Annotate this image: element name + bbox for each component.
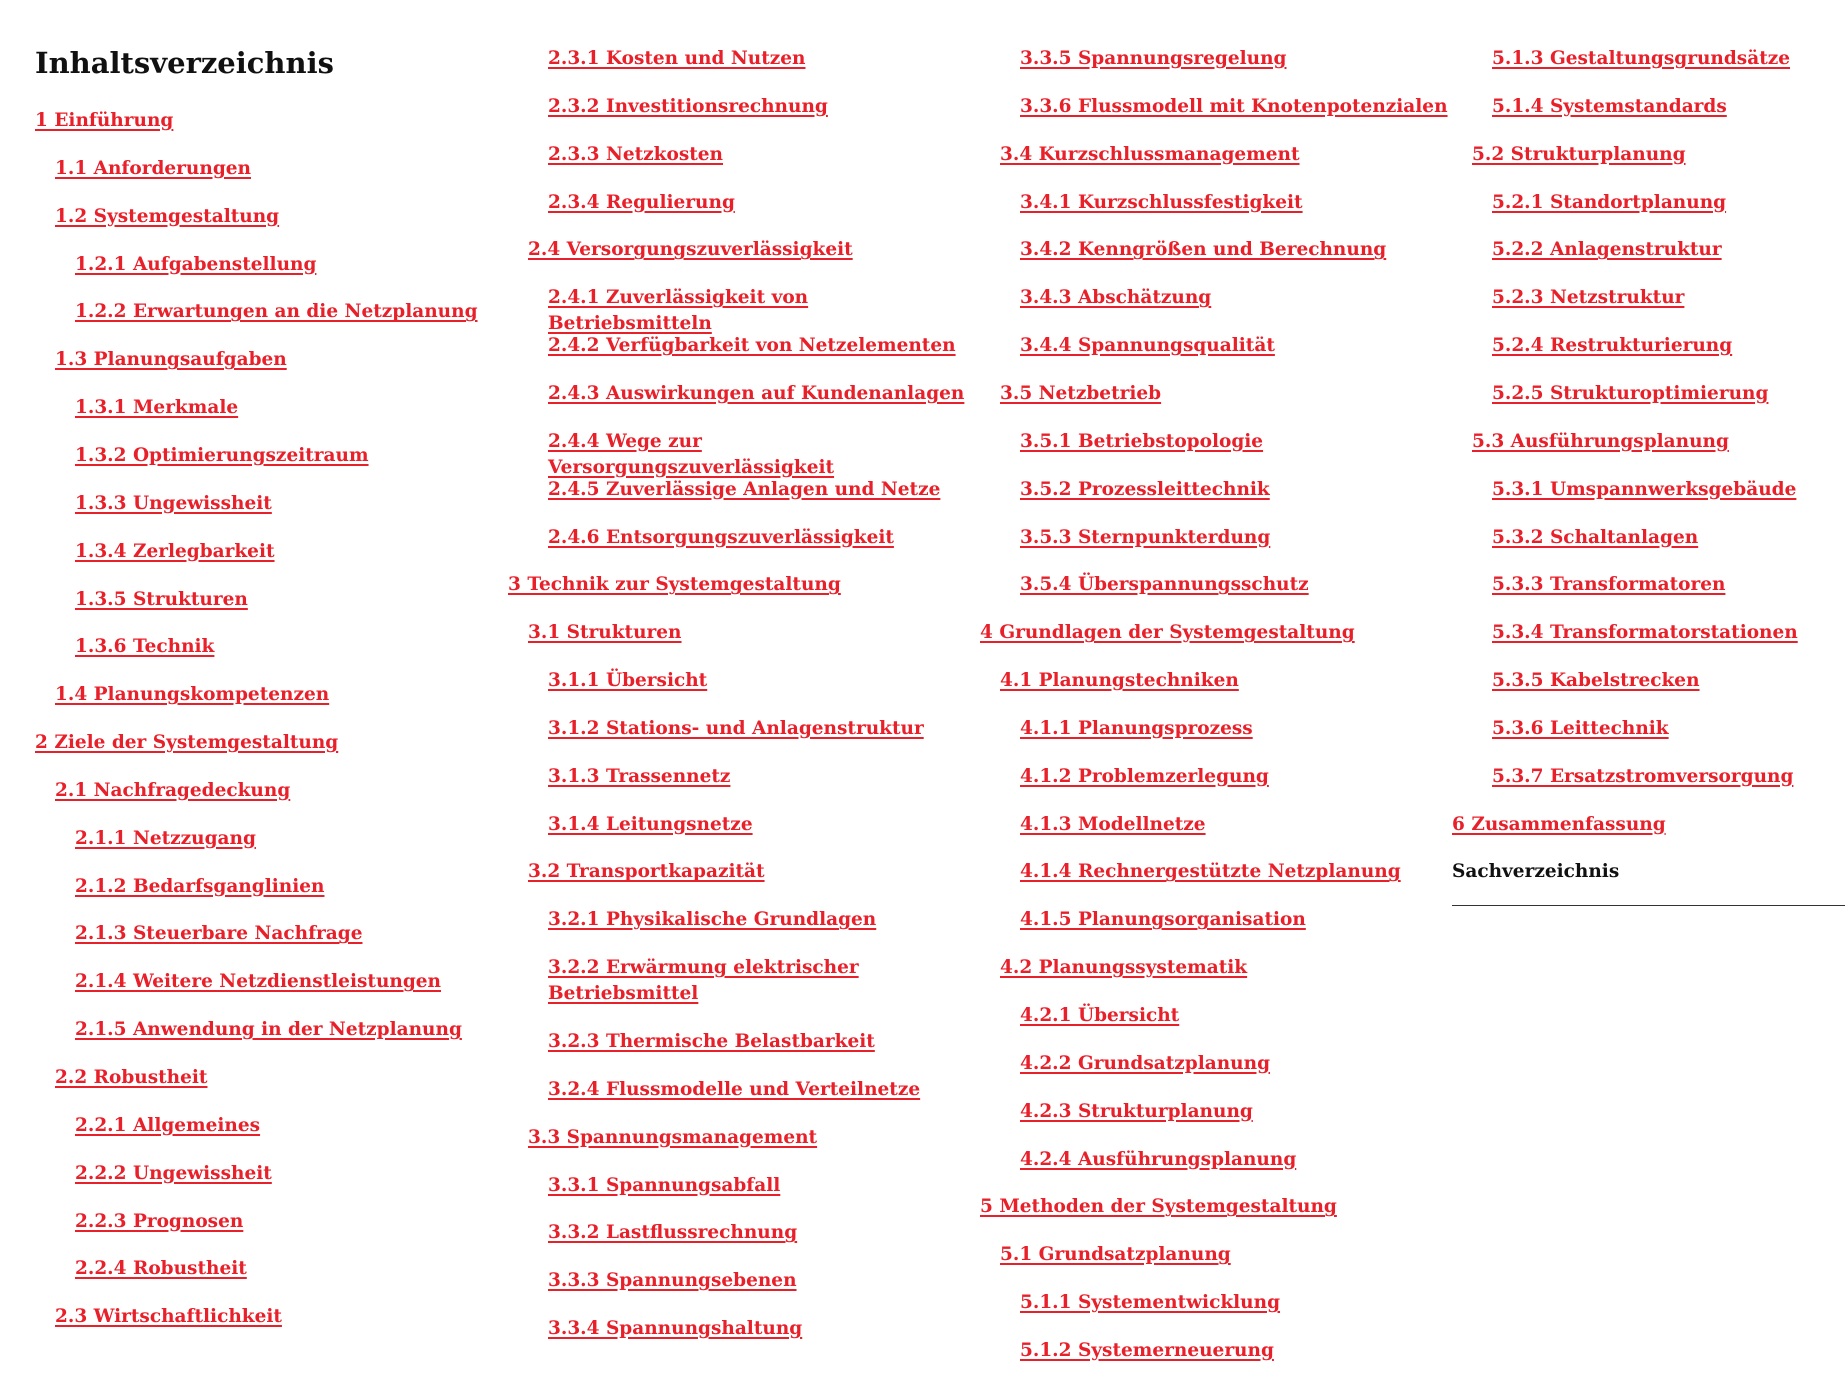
- toc-entry-level-2[interactable]: 4.1.2 Problemzerlegung: [1020, 765, 1269, 787]
- toc-entry-level-2[interactable]: 3.4.1 Kurzschlussfestigkeit: [1020, 191, 1303, 213]
- toc-entry-level-2[interactable]: 3.2.1 Physikalische Grundlagen: [548, 909, 877, 931]
- toc-entry-level-0[interactable]: 6 Zusammenfassung: [1452, 813, 1666, 835]
- toc-entry-level-2[interactable]: 5.3.4 Transformatorstationen: [1492, 622, 1798, 644]
- toc-entry-level-2[interactable]: 3.3.2 Lastflussrechnung: [548, 1222, 798, 1244]
- toc-entry-level-2[interactable]: 4.1.3 Modellnetze: [1020, 813, 1206, 835]
- toc-entry-level-1[interactable]: 5.1 Grundsatzplanung: [1000, 1244, 1231, 1266]
- toc-entry-level-2[interactable]: 3.4.2 Kenngrößen und Berechnung: [1020, 239, 1387, 261]
- toc-entry-level-2[interactable]: 2.3.3 Netzkosten: [548, 143, 724, 165]
- toc-entry-level-2[interactable]: 2.2.2 Ungewissheit: [75, 1162, 272, 1184]
- toc-entry-level-2[interactable]: 4.1.4 Rechnergestützte Netzplanung: [1020, 861, 1401, 883]
- toc-entry-level-1[interactable]: 2.1 Nachfragedeckung: [55, 779, 291, 801]
- toc-entry-level-2[interactable]: 5.3.3 Transformatoren: [1492, 574, 1726, 596]
- toc-entry-level-2[interactable]: 1.3.2 Optimierungszeitraum: [75, 444, 369, 466]
- toc-entry-level-2[interactable]: 5.3.1 Umspannwerksgebäude: [1492, 478, 1797, 500]
- toc-entry-level-2[interactable]: 5.3.5 Kabelstrecken: [1492, 670, 1700, 692]
- toc-entry-level-1[interactable]: 1.3 Planungsaufgaben: [55, 349, 287, 371]
- toc-entry-level-2[interactable]: 3.1.2 Stations- und Anlagenstruktur: [548, 717, 924, 739]
- toc-entry-level-2[interactable]: 5.1.2 Systemerneuerung: [1020, 1339, 1274, 1361]
- toc-entry-level-2[interactable]: 3.3.1 Spannungsabfall: [548, 1174, 781, 1196]
- toc-entry-level-2[interactable]: 2.1.3 Steuerbare Nachfrage: [75, 923, 363, 945]
- toc-entry-level-2[interactable]: 3.2.4 Flussmodelle und Verteilnetze: [548, 1078, 921, 1100]
- toc-entry-level-2[interactable]: 5.2.5 Strukturoptimierung: [1492, 382, 1769, 404]
- toc-entry-level-2[interactable]: 2.1.2 Bedarfsganglinien: [75, 875, 325, 897]
- toc-entry-level-2[interactable]: 4.1.1 Planungsprozess: [1020, 717, 1253, 739]
- toc-entry-level-0[interactable]: 1 Einführung: [35, 110, 174, 131]
- toc-entry-level-2[interactable]: 5.3.6 Leittechnik: [1492, 717, 1669, 739]
- toc-entry-level-1[interactable]: 3.4 Kurzschlussmanagement: [1000, 143, 1300, 165]
- toc-entry-level-2[interactable]: 2.2.4 Robustheit: [75, 1258, 247, 1280]
- toc-entry-level-2[interactable]: 3.5.2 Prozessleittechnik: [1020, 478, 1270, 500]
- toc-entry-level-1[interactable]: 5.3 Ausführungsplanung: [1472, 430, 1729, 452]
- toc-entry-level-2[interactable]: 5.1.3 Gestaltungsgrundsätze: [1492, 48, 1791, 69]
- toc-entry-level-0[interactable]: 4 Grundlagen der Systemgestaltung: [980, 622, 1355, 644]
- toc-entry-level-2[interactable]: 3.1.1 Übersicht: [548, 670, 708, 692]
- toc-entry-level-2[interactable]: 5.3.2 Schaltanlagen: [1492, 526, 1699, 548]
- toc-entry-level-0[interactable]: 2 Ziele der Systemgestaltung: [35, 732, 339, 754]
- toc-entry-level-2[interactable]: 4.2.4 Ausführungsplanung: [1020, 1148, 1297, 1170]
- toc-entry-level-2[interactable]: 3.1.3 Trassennetz: [548, 765, 731, 787]
- toc-entry-level-1[interactable]: 3.2 Transportkapazität: [528, 861, 765, 883]
- toc-entry-level-2[interactable]: 2.4.2 Verfügbarkeit von Netzelementen: [548, 335, 956, 357]
- toc-entry-level-1[interactable]: 2.4 Versorgungszuverlässigkeit: [528, 239, 853, 261]
- toc-entry-level-2[interactable]: 3.3.4 Spannungshaltung: [548, 1318, 803, 1340]
- toc-entry-level-2[interactable]: 2.2.1 Allgemeines: [75, 1114, 261, 1136]
- toc-entry-level-2[interactable]: 2.4.1 Zuverlässigkeit von Betriebsmitteln: [548, 287, 809, 335]
- toc-entry-level-2[interactable]: 2.4.4 Wege zur Versorgungszuverlässigkeit: [548, 430, 835, 478]
- toc-entry-level-2[interactable]: 5.1.1 Systementwicklung: [1020, 1292, 1281, 1314]
- toc-entry-level-2[interactable]: 1.2.2 Erwartungen an die Netzplanung: [75, 301, 478, 323]
- toc-entry-level-2[interactable]: 1.3.5 Strukturen: [75, 588, 248, 610]
- toc-entry-level-2[interactable]: 5.2.2 Anlagenstruktur: [1492, 239, 1722, 261]
- toc-entry-level-1[interactable]: 1.4 Planungskompetenzen: [55, 684, 330, 706]
- toc-entry-level-2[interactable]: 2.3.4 Regulierung: [548, 191, 735, 213]
- toc-entry-level-2[interactable]: 5.2.4 Restrukturierung: [1492, 335, 1733, 357]
- toc-entry-level-2[interactable]: 3.5.3 Sternpunkterdung: [1020, 526, 1271, 548]
- toc-entry-level-2[interactable]: 3.5.1 Betriebstopologie: [1020, 430, 1264, 452]
- toc-entry-level-2[interactable]: 4.2.2 Grundsatzplanung: [1020, 1052, 1271, 1074]
- toc-entry-level-2[interactable]: 2.1.4 Weitere Netzdienstleistungen: [75, 971, 441, 993]
- toc-entry-level-1[interactable]: 5.2 Strukturplanung: [1472, 143, 1686, 165]
- toc-entry-level-2[interactable]: 3.4.4 Spannungsqualität: [1020, 335, 1275, 357]
- divider-line: [1452, 905, 1845, 906]
- toc-entry-level-2[interactable]: 2.1.1 Netzzugang: [75, 827, 256, 849]
- toc-entry-level-2[interactable]: 3.3.3 Spannungsebenen: [548, 1270, 797, 1292]
- toc-entry-level-2[interactable]: 5.2.3 Netzstruktur: [1492, 287, 1685, 309]
- toc-entry-level-1[interactable]: 4.2 Planungssystematik: [1000, 957, 1248, 979]
- toc-entry-level-1[interactable]: 1.2 Systemgestaltung: [55, 205, 280, 227]
- toc-entry-level-2[interactable]: 2.4.3 Auswirkungen auf Kundenanlagen: [548, 382, 965, 404]
- toc-entry-level-0[interactable]: 3 Technik zur Systemgestaltung: [508, 574, 841, 596]
- toc-entry-level-1[interactable]: 3.5 Netzbetrieb: [1000, 382, 1162, 404]
- toc-entry-level-2[interactable]: 2.4.6 Entsorgungszuverlässigkeit: [548, 526, 894, 548]
- toc-entry-level-2[interactable]: 2.3.2 Investitionsrechnung: [548, 95, 828, 117]
- toc-entry-level-1[interactable]: 4.1 Planungstechniken: [1000, 670, 1239, 692]
- toc-entry-level-2[interactable]: 3.2.2 Erwärmung elektrischer Betriebsmittel: [548, 957, 859, 1005]
- toc-entry-level-2[interactable]: 3.3.5 Spannungsregelung: [1020, 48, 1287, 69]
- toc-entry-level-2[interactable]: 4.1.5 Planungsorganisation: [1020, 909, 1306, 931]
- toc-entry-level-2[interactable]: 1.2.1 Aufgabenstellung: [75, 253, 317, 275]
- toc-entry-level-2[interactable]: 2.2.3 Prognosen: [75, 1210, 244, 1232]
- toc-entry-index: Sachverzeichnis: [1452, 861, 1620, 883]
- toc-entry-level-2[interactable]: 1.3.6 Technik: [75, 636, 215, 658]
- toc-entry-level-2[interactable]: 3.2.3 Thermische Belastbarkeit: [548, 1031, 875, 1052]
- toc-entry-level-2[interactable]: 5.1.4 Systemstandards: [1492, 95, 1727, 117]
- toc-entry-level-2[interactable]: 3.3.6 Flussmodell mit Knotenpotenzialen: [1020, 95, 1448, 117]
- toc-entry-level-2[interactable]: 2.1.5 Anwendung in der Netzplanung: [75, 1019, 462, 1041]
- toc-entry-level-2[interactable]: 1.3.4 Zerlegbarkeit: [75, 540, 275, 562]
- toc-entry-level-2[interactable]: 5.3.7 Ersatzstromversorgung: [1492, 765, 1794, 787]
- toc-entry-level-1[interactable]: 3.3 Spannungsmanagement: [528, 1126, 818, 1148]
- toc-entry-level-2[interactable]: 3.1.4 Leitungsnetze: [548, 813, 753, 835]
- toc-entry-level-2[interactable]: 4.2.1 Übersicht: [1020, 1005, 1180, 1026]
- toc-entry-level-2[interactable]: 2.3.1 Kosten und Nutzen: [548, 48, 806, 69]
- toc-entry-level-1[interactable]: 3.1 Strukturen: [528, 622, 682, 644]
- toc-entry-level-2[interactable]: 5.2.1 Standortplanung: [1492, 191, 1727, 213]
- toc-entry-level-1[interactable]: 1.1 Anforderungen: [55, 157, 251, 179]
- toc-entry-level-2[interactable]: 4.2.3 Strukturplanung: [1020, 1100, 1253, 1122]
- toc-entry-level-0[interactable]: 5 Methoden der Systemgestaltung: [980, 1196, 1337, 1218]
- toc-entry-level-2[interactable]: 3.5.4 Überspannungsschutz: [1020, 574, 1309, 596]
- toc-entry-level-2[interactable]: 3.4.3 Abschätzung: [1020, 287, 1212, 309]
- toc-entry-level-2[interactable]: 1.3.3 Ungewissheit: [75, 492, 272, 514]
- toc-entry-level-2[interactable]: 1.3.1 Merkmale: [75, 397, 239, 419]
- page-title: Inhaltsverzeichnis: [35, 46, 334, 80]
- toc-entry-level-1[interactable]: 2.3 Wirtschaftlichkeit: [55, 1306, 282, 1328]
- toc-entry-level-2[interactable]: 2.4.5 Zuverlässige Anlagen und Netze: [548, 478, 941, 500]
- toc-entry-level-1[interactable]: 2.2 Robustheit: [55, 1067, 208, 1088]
